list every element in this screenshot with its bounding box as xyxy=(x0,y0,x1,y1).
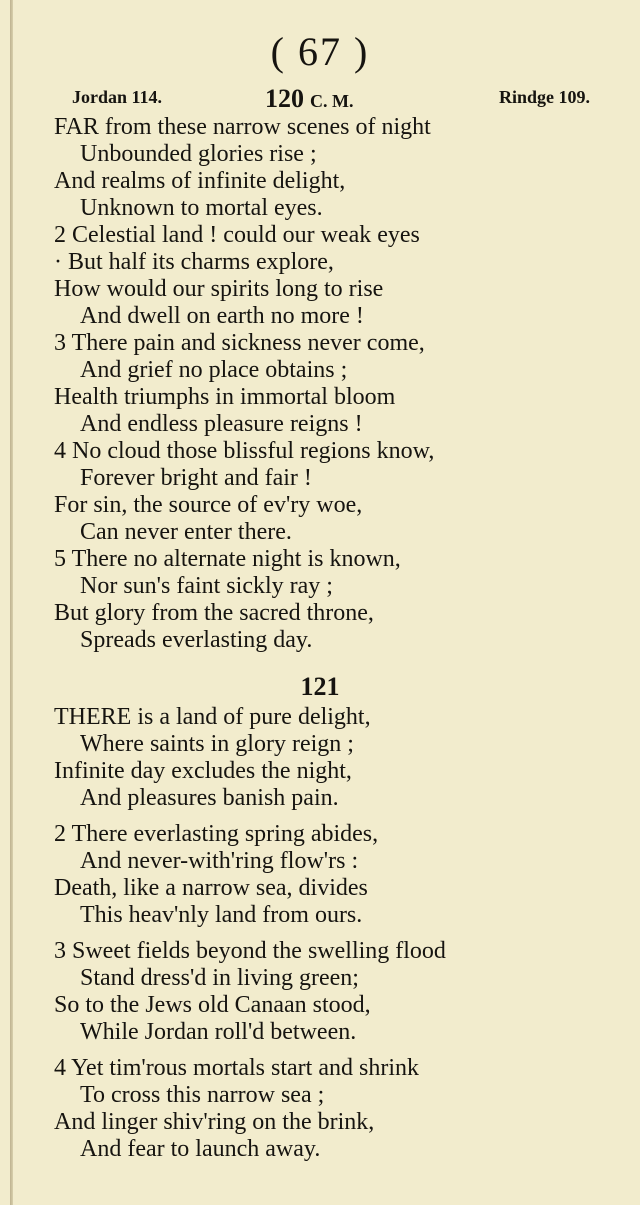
hymn-line: How would our spirits long to rise xyxy=(54,276,384,302)
hymn-line: 4 Yet tim'rous mortals start and shrink xyxy=(54,1055,419,1081)
tune-left: Jordan 114. xyxy=(72,87,163,107)
hymn-line: 3 There pain and sickness never come, xyxy=(54,330,425,356)
hymn-line: And endless pleasure reigns ! xyxy=(80,411,363,437)
hymn-line: Where saints in glory reign ; xyxy=(80,731,354,757)
hymn-line: While Jordan roll'd between. xyxy=(80,1019,357,1045)
hymn-line: Forever bright and fair ! xyxy=(80,465,312,491)
hymn-120-heading xyxy=(265,84,354,114)
hymn-line: 2 Celestial land ! could our weak eyes xyxy=(54,222,420,248)
hymn-line: And grief no place obtains ; xyxy=(80,357,348,383)
hymn-line: 3 Sweet fields beyond the swelling flood xyxy=(54,938,446,964)
page-number: ( 67 ) xyxy=(270,29,370,74)
hymn-line: Infinite day excludes the night, xyxy=(54,758,352,784)
hymn-line: For sin, the source of ev'ry woe, xyxy=(54,492,363,518)
hymn-121-body xyxy=(54,704,614,1163)
stanza-gap xyxy=(54,812,614,821)
hymn-line: But glory from the sacred throne, xyxy=(54,600,374,626)
hymn-line: Unbounded glories rise ; xyxy=(80,141,317,167)
hymn-line: FAR from these narrow scenes of night xyxy=(54,114,431,140)
stanza xyxy=(54,821,614,929)
hymn-120-header xyxy=(0,84,640,114)
hymn-line: To cross this narrow sea ; xyxy=(80,1082,325,1108)
hymn-line: And realms of infinite delight, xyxy=(54,168,346,194)
hymn-meter: C. M. xyxy=(310,91,354,111)
tune-right: Rindge 109. xyxy=(498,87,590,107)
page-edge xyxy=(10,0,13,1205)
hymn-line: Unknown to mortal eyes. xyxy=(80,195,323,221)
hymn-line: And pleasures banish pain. xyxy=(80,785,339,811)
hymn-line: 4 No cloud those blissful regions know, xyxy=(54,438,435,464)
stanza xyxy=(54,938,614,1046)
hymn-line: 2 There everlasting spring abides, xyxy=(54,821,379,847)
stanza xyxy=(54,704,614,812)
hymn-line: · But half its charms explore, xyxy=(54,249,334,275)
stanza xyxy=(54,1055,614,1163)
hymn-line: And never-with'ring flow'rs : xyxy=(80,848,359,874)
hymn-120-body xyxy=(54,114,614,654)
hymn-line: So to the Jews old Canaan stood, xyxy=(54,992,371,1018)
hymn-line: And fear to launch away. xyxy=(80,1136,321,1162)
hymn-line: Spreads everlasting day. xyxy=(80,627,313,653)
hymn-121-number: 121 xyxy=(300,672,340,701)
hymn-line: 5 There no alternate night is known, xyxy=(54,546,401,572)
stanza-gap xyxy=(54,1046,614,1055)
hymn-120-number: 120 xyxy=(265,84,304,113)
hymn-line: Nor sun's faint sickly ray ; xyxy=(80,573,333,599)
hymn-line: And linger shiv'ring on the brink, xyxy=(54,1109,375,1135)
hymn-line: Death, like a narrow sea, divides xyxy=(54,875,368,901)
hymn-line: And dwell on earth no more ! xyxy=(80,303,364,329)
hymn-line: Can never enter there. xyxy=(80,519,292,545)
hymn-line: THERE is a land of pure delight, xyxy=(54,704,371,730)
hymn-line: Health triumphs in immortal bloom xyxy=(54,384,396,410)
hymn-line: Stand dress'd in living green; xyxy=(80,965,359,991)
stanza-gap xyxy=(54,929,614,938)
hymn-line: This heav'nly land from ours. xyxy=(80,902,363,928)
